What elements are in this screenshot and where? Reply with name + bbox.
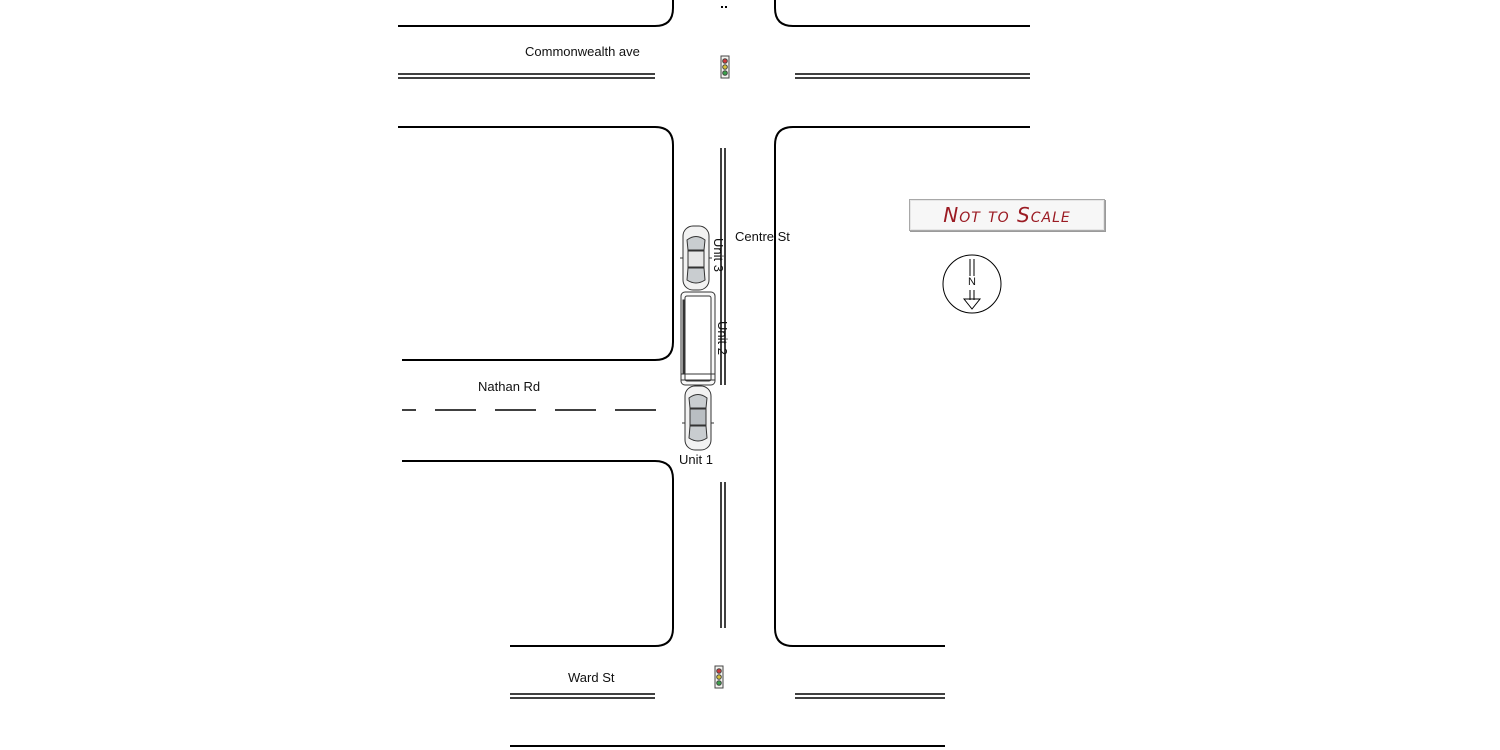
not-to-scale-badge: Not to Scale	[909, 199, 1105, 231]
centerline-ward-west	[510, 694, 655, 698]
vehicle-unit-3-icon	[680, 226, 712, 290]
unit-2-label: Unit 2	[715, 321, 730, 355]
street-label-commonwealth: Commonwealth ave	[525, 44, 640, 59]
centerline-commonwealth-west	[398, 74, 655, 78]
unit-3-label: Unit 3	[711, 238, 726, 272]
north-arrow-letter: N	[968, 276, 976, 288]
centerline-commonwealth-east	[795, 74, 1030, 78]
traffic-signal-commonwealth-icon	[721, 56, 729, 78]
curb-commonwealth-nw	[398, 0, 673, 26]
street-label-ward: Ward St	[568, 670, 615, 685]
unit-1-label: Unit 1	[679, 452, 713, 467]
curb-block-nw	[398, 127, 673, 360]
curb-block-sw	[402, 461, 673, 646]
street-label-centre: Centre St	[735, 229, 790, 244]
centerline-centre-south	[721, 482, 725, 628]
street-label-nathan: Nathan Rd	[478, 379, 541, 394]
centre-st-top-marks	[721, 6, 727, 8]
vehicle-unit-1-icon	[682, 386, 714, 450]
curb-commonwealth-ne	[775, 0, 1030, 26]
traffic-signal-ward-icon	[715, 666, 723, 688]
centerline-ward-east	[795, 694, 945, 698]
vehicle-unit-2-icon	[681, 292, 715, 385]
